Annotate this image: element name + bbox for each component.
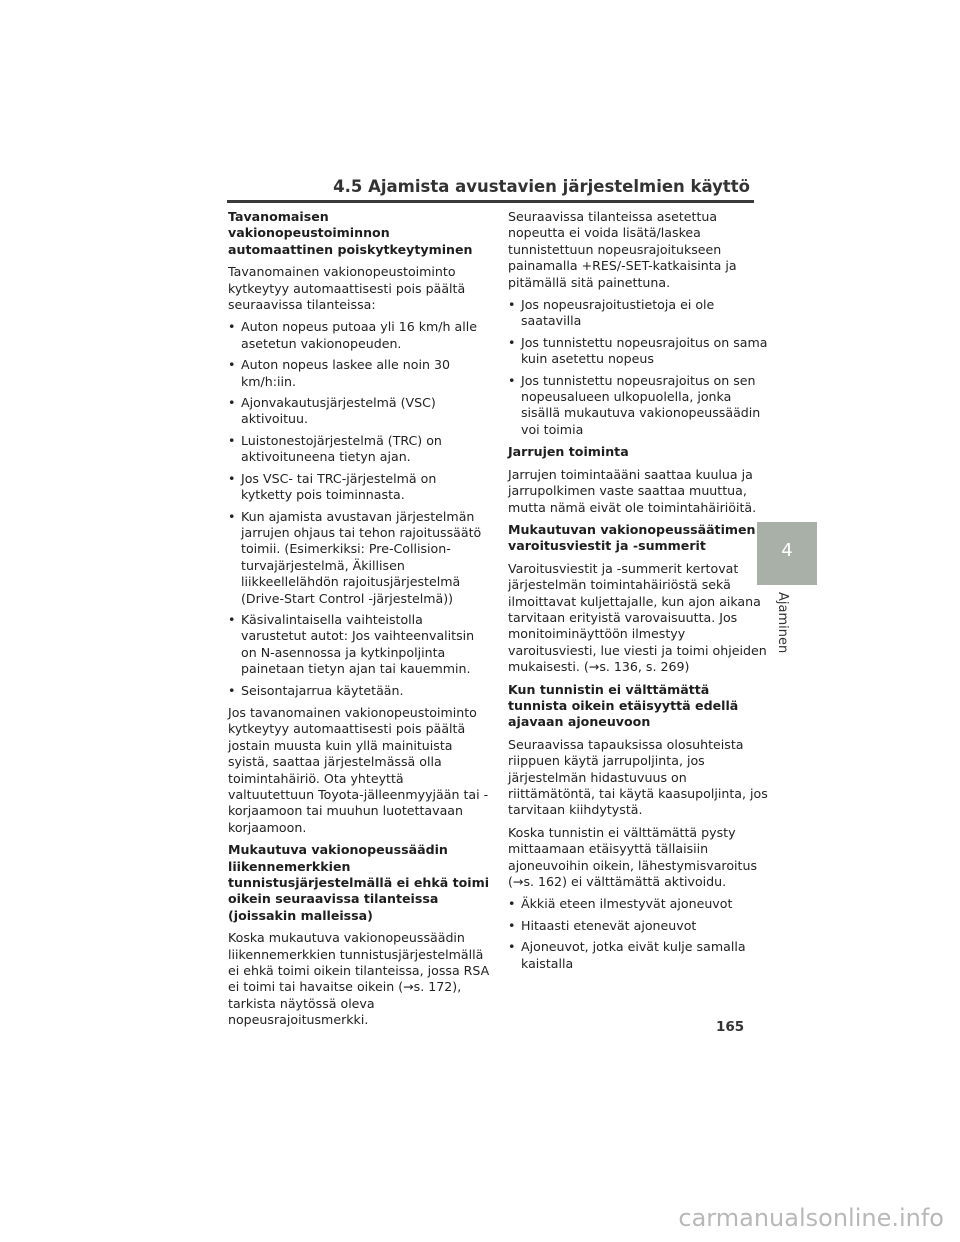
watermark: carmanualsonline.info (678, 1204, 944, 1232)
list-item: • Seisontajarrua käytetään. (228, 683, 490, 699)
chapter-label: Ajaminen (775, 592, 790, 654)
paragraph: Jarrujen toimintaääni saattaa kuulua ja jarrupolkimen vaste saattaa muuttua, mutta nämä eivät ole toimintahäiriöitä. (508, 466, 757, 515)
right-column (508, 209, 770, 978)
section-title: 4.5 Ajamista avustavien järjestelmien käyttö (333, 177, 750, 196)
list-item: • Jos VSC- tai TRC-järjestelmä on kytketty pois toiminnasta. (228, 471, 490, 504)
list-item: • Jos tunnistettu nopeusrajoitus on sen nopeusalueen ulkopuolella, jonka sisällä mukautuva vakionopeussäädin voi toimia (508, 373, 770, 439)
list-item: • Kun ajamista avustavan järjestelmän jarrujen ohjaus tai tehon rajoitussäätö toimii. (Esimerkiksi: Pre-Collision-turvajärjestelmä, Äkillisen liikkeellelähdön rajoitusjärjestelmä (Drive-Start Control -järjestelmä)) (228, 509, 490, 607)
paragraph: Koska tunnistin ei välttämättä pysty mittaamaan etäisyyttä tällaisiin ajoneuvoihin oikein, lähestymisvaroitus (→s. 162) ei välttämättä aktivoidu. (508, 824, 758, 890)
list-item: • Luistonestojärjestelmä (TRC) on aktivoituneena tietyn ajan. (228, 433, 490, 466)
chapter-number: 4 (781, 540, 793, 561)
heading-auto-cancel: Tavanomaisen vakionopeustoiminnon automaattinen poiskytkeytyminen (228, 209, 473, 257)
left-column (228, 209, 490, 1035)
heading-sensor-detection: Kun tunnistin ei välttämättä tunnista oikein etäisyyttä edellä ajavaan ajoneuvoon (508, 681, 739, 730)
list-item: • Auton nopeus putoaa yli 16 km/h alle asetetun vakionopeuden. (228, 319, 490, 352)
paragraph: Seuraavissa tilanteissa asetettua nopeutta ei voida lisätä/laskea tunnistettuun nopeusrajoitukseen painamalla +RES/-SET-katkaisinta ja pitämällä sitä painettuna. (508, 209, 737, 290)
list-item: • Käsivalintaisella vaihteistolla varustetut autot: Jos vaihteenvalitsin on N-asennossa ja kytkinpoljinta painetaan tietyn ajan tai kauemmin. (228, 612, 490, 678)
list-item: • Hitaasti etenevät ajoneuvot (508, 918, 770, 934)
paragraph: Tavanomainen vakionopeustoiminto kytkeytyy automaattisesti pois päältä seuraavissa tilanteissa: (228, 264, 466, 313)
heading-rsa-limits: Mukautuva vakionopeussäädin liikennemerkkien tunnistusjärjestelmällä ei ehkä toimi oikein seuraavissa tilanteissa (joissakin malleissa) (228, 842, 490, 923)
list-item: • Jos nopeusrajoitustietoja ei ole saatavilla (508, 297, 770, 330)
list-item: • Äkkiä eteen ilmestyvät ajoneuvot (508, 896, 770, 912)
bullet-list (228, 319, 490, 699)
list-item: • Ajoneuvot, jotka eivät kulje samalla kaistalla (508, 939, 770, 972)
paragraph: Seuraavissa tapauksissa olosuhteista riippuen käytä jarrupoljinta, jos järjestelmän hidastuvuus on riittämätöntä, tai käytä kaasupoljinta, jos tarvitaan kiihdytystä. (508, 736, 768, 818)
paragraph: Varoitusviestit ja -summerit kertovat järjestelmän toimintahäiriöstä sekä ilmoittavat kuljettajalle, kun ajon aikana tarvitaan erityistä varovaisuutta. Jos monitoiminäyttöön ilmestyy varoitusviesti, lue viesti ja toimi ohjeiden mukaisesti. (→s. 136, s. 269) (508, 560, 767, 675)
heading-brake-operation: Jarrujen toiminta (508, 444, 629, 460)
paragraph: Koska mukautuva vakionopeussäädin liikennemerkkien tunnistusjärjestelmällä ei ehkä toimi oikein tilanteissa, jossa RSA ei toimi tai havaitse oikein (→s. 172), tarkista näytössä oleva nopeusrajoitusmerkki. (228, 930, 490, 1028)
paragraph: Jos tavanomainen vakionopeustoiminto kytkeytyy automaattisesti pois päältä jostain muusta kuin yllä mainituista syistä, saattaa järjestelmässä olla toimintahäiriö. Ota yhteyttä valtuutettuun Toyota-jälleenmyyjään tai -korjaamoon tai muuhun luotettavaan korjaamoon. (228, 704, 489, 835)
heading-warnings: Mukautuvan vakionopeussäätimen varoitusviestit ja -summerit (508, 521, 756, 554)
list-item: • Auton nopeus laskee alle noin 30 km/h:iin. (228, 357, 490, 390)
list-item: • Ajonvakautusjärjestelmä (VSC) aktivoituu. (228, 395, 490, 428)
bullet-list (508, 297, 770, 438)
header-rule (227, 200, 754, 203)
bullet-list (508, 896, 770, 972)
page-number: 165 (716, 1019, 745, 1035)
list-item: • Jos tunnistettu nopeusrajoitus on sama kuin asetettu nopeus (508, 335, 770, 368)
